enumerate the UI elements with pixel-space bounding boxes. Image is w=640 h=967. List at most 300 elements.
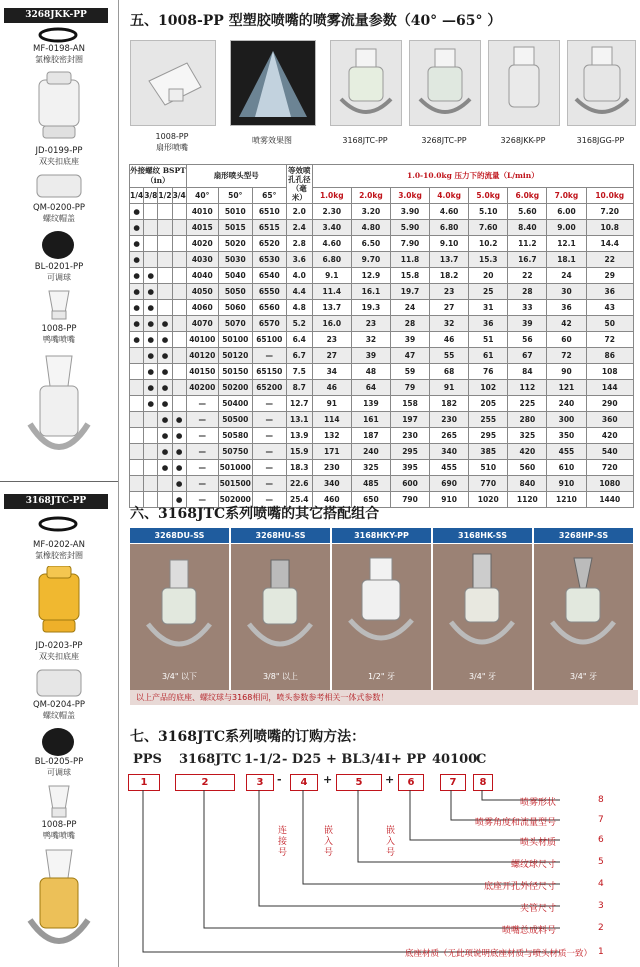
flow-cell: 240 [351,444,390,460]
flow-cell: 15.3 [469,252,508,268]
flow-cell: 540 [586,444,633,460]
flow-cell: 4.60 [312,236,351,252]
fan-model-cell: — [186,492,218,508]
flow-cell: 23 [430,284,469,300]
fan-model-cell: — [252,412,286,428]
fan-model-cell: 6540 [252,268,286,284]
flow-cell: 420 [586,428,633,444]
bspt-mark: ● [130,284,144,300]
flow-cell: 43 [586,300,633,316]
order-box: 5 [336,774,382,791]
flow-cell: 64 [351,380,390,396]
flow-cell: 23 [351,316,390,332]
flow-cell: 350 [547,428,586,444]
part-name: 双夹扣底座 [39,157,79,166]
flow-cell: 9.1 [312,268,351,284]
bspt-mark: ● [172,476,186,492]
combo-card-title: 3168HK-SS [433,528,532,543]
photo-caption: 1008-PP 扇形喷嘴 [155,132,189,152]
pressure-header: 10.0kg [586,188,633,204]
pressure-header: 7.0kg [547,188,586,204]
flow-cell: 72 [586,332,633,348]
flow-cell: 295 [469,428,508,444]
bspt-mark: ● [158,428,172,444]
legend-number: 3 [598,901,604,911]
flow-cell: 24 [547,268,586,284]
bspt-mark: ● [144,380,158,396]
flow-cell: 18.2 [430,268,469,284]
flow-cell: 121 [547,380,586,396]
flow-cell: 225 [508,396,547,412]
flow-cell: 48 [351,364,390,380]
orifice-cell: 22.6 [286,476,312,492]
angle-header: 65° [252,188,286,204]
flow-cell: 455 [430,460,469,476]
legend-label: 喷雾形状 [519,798,556,808]
fan-model-cell: 5060 [218,300,252,316]
flow-cell: 197 [390,412,429,428]
fan-model-cell: 4060 [186,300,218,316]
bspt-mark: ● [172,460,186,476]
bspt-mark: ● [158,396,172,412]
flow-cell: 114 [312,412,351,428]
flow-cell: 39 [508,316,547,332]
flow-cell: 79 [390,380,429,396]
bspt-mark: ● [158,444,172,460]
orifice-cell: 7.5 [286,364,312,380]
part-name: 可调球 [47,768,71,777]
bspt-mark: ● [158,316,172,332]
section7-title: 七、3168JTC系列喷嘴的订购方法： [130,729,366,745]
fan-model-cell: 6510 [252,204,286,220]
fan-model-cell: 6515 [252,220,286,236]
orifice-cell: 2.4 [286,220,312,236]
fan-model-cell: 4010 [186,204,218,220]
flow-cell: 161 [351,412,390,428]
flow-cell: 187 [351,428,390,444]
combo-card-caption: 3/8" 以上 [262,672,299,681]
part-code: 1008-PP [41,820,77,830]
flow-cell: 42 [547,316,586,332]
flow-cell: 30 [547,284,586,300]
order-code-part: + BL3/4I [326,752,391,767]
legend-label: 底座开孔外径尺寸 [483,882,556,892]
fan-model-cell: 50750 [218,444,252,460]
flow-cell: 23 [312,332,351,348]
combo-card-title: 3268HP-SS [534,528,633,543]
fan-model-cell: 65200 [252,380,286,396]
bspt-mark: ● [158,364,172,380]
fan-model-cell: 5020 [218,236,252,252]
bspt-size: 1/2 [158,188,172,204]
bspt-mark: ● [130,316,144,332]
assembly-tag-bottom: 3168JTC-PP [4,494,108,509]
flow-cell: 13.7 [430,252,469,268]
flow-cell: 36 [547,300,586,316]
flow-cell: 290 [586,396,633,412]
fan-model-cell: 4050 [186,284,218,300]
part-code: BL-0201-PP [34,262,84,272]
fan-model-cell: 6550 [252,284,286,300]
flow-cell: 230 [390,428,429,444]
fan-model-cell: 65150 [252,364,286,380]
flow-cell: 84 [508,364,547,380]
fan-model-cell: — [252,444,286,460]
flow-cell: 158 [390,396,429,412]
combo-card-caption: 1/2" 牙 [367,672,396,681]
flow-cell: 27 [312,348,351,364]
bspt-mark: ● [158,332,172,348]
bspt-mark: ● [172,444,186,460]
bspt-mark: ● [144,300,158,316]
flow-cell: 230 [312,460,351,476]
bspt-mark: ● [158,348,172,364]
orifice-cell: 6.7 [286,348,312,364]
flow-cell: 1440 [586,492,633,508]
fan-model-cell: 501500 [218,476,252,492]
flow-cell: 56 [508,332,547,348]
fan-model-cell: 50100 [218,332,252,348]
flow-cell: 22 [508,268,547,284]
flow-cell: 300 [547,412,586,428]
flow-cell: 610 [547,460,586,476]
part-code: MF-0202-AN [33,540,85,550]
flow-cell: 25 [469,284,508,300]
bspt-mark: ● [130,300,144,316]
flow-cell: 36 [469,316,508,332]
order-plus: + [323,773,333,786]
flow-cell: 230 [430,412,469,428]
header-flow: 1.0-10.0kg 压力下的流量（L/min） [312,165,633,188]
flow-cell: 76 [469,364,508,380]
photo-caption: 3168JTC-PP [342,136,388,145]
flow-cell: 50 [586,316,633,332]
flow-cell: 460 [312,492,351,508]
fan-model-cell: 40100 [186,332,218,348]
legend-number: 2 [598,923,604,933]
flow-cell: 27 [430,300,469,316]
part-code: JD-0199-PP [35,146,83,156]
fan-model-cell: 5010 [218,204,252,220]
order-code-part: + PP [391,752,426,767]
flow-cell: 790 [390,492,429,508]
order-box: 7 [440,774,466,791]
flow-cell: 1080 [586,476,633,492]
flow-cell: 6.00 [547,204,586,220]
bspt-size: 3/4 [172,188,186,204]
flow-cell: 910 [547,476,586,492]
insert-label: 嵌入号 [385,826,395,858]
fan-model-cell: 6530 [252,252,286,268]
flow-cell: 205 [469,396,508,412]
flow-cell: 51 [469,332,508,348]
order-code-part: - D25 [282,752,322,767]
part-name: 螺纹帽盖 [43,711,75,720]
bspt-mark: ● [158,380,172,396]
bspt-mark: ● [144,396,158,412]
flow-cell: 420 [508,444,547,460]
fan-model-cell: 4070 [186,316,218,332]
flow-cell: 325 [351,460,390,476]
flow-cell: 60 [547,332,586,348]
part-code: JD-0203-PP [35,641,83,651]
flow-cell: 340 [430,444,469,460]
legend-label: 底座材质（无此项说明底座材质与喷头材质一致） [404,949,592,959]
flow-cell: 8.40 [508,220,547,236]
flow-cell: 690 [430,476,469,492]
flow-cell: 4.60 [430,204,469,220]
bspt-mark: ● [130,236,144,252]
part-code: QM-0200-PP [32,203,86,213]
flow-cell: 4.80 [351,220,390,236]
fan-model-cell: 65100 [252,332,286,348]
part-name: 鸭嘴喷嘴 [43,335,75,344]
order-plus: + [385,773,395,786]
bspt-mark: ● [172,428,186,444]
legend-number: 5 [598,857,604,867]
flow-cell: 171 [312,444,351,460]
flow-cell: 280 [508,412,547,428]
bspt-mark: ● [144,332,158,348]
flow-cell: 72 [547,348,586,364]
fan-model-cell: — [186,476,218,492]
flow-cell: 1120 [508,492,547,508]
flow-cell: 20 [469,268,508,284]
flow-cell: 28 [508,284,547,300]
fan-model-cell: 40200 [186,380,218,396]
order-code-part: 40100 [432,752,478,767]
combo-card-caption: 3/4" 牙 [468,672,497,681]
combo-card-title: 3168HKY-PP [332,528,431,543]
flow-cell: 47 [390,348,429,364]
fan-model-cell: 6560 [252,300,286,316]
fan-model-cell: 6570 [252,316,286,332]
bspt-mark: ● [144,364,158,380]
fan-model-cell: — [186,396,218,412]
insert-label: 嵌入号 [323,826,333,858]
part-name: 可调球 [47,273,71,282]
legend-label: 夹管尺寸 [519,904,556,914]
flow-cell: 255 [469,412,508,428]
flow-cell: 32 [351,332,390,348]
fan-model-cell: — [252,396,286,412]
orifice-cell: 13.9 [286,428,312,444]
part-code: QM-0204-PP [32,700,86,710]
fan-model-cell: — [186,444,218,460]
flow-cell: 770 [469,476,508,492]
legend-number: 1 [598,947,604,957]
flow-cell: 910 [430,492,469,508]
bspt-mark: ● [144,284,158,300]
order-dash: - [277,773,282,786]
flow-cell: 2.30 [312,204,351,220]
flow-cell: 16.7 [508,252,547,268]
fan-model-cell: — [186,460,218,476]
order-box: 6 [398,774,424,791]
flow-cell: 34 [312,364,351,380]
fan-model-cell: — [252,492,286,508]
fan-model-cell: 5050 [218,284,252,300]
flow-cell: 9.70 [351,252,390,268]
photo-caption: 喷雾效果图 [252,136,292,145]
flow-cell: 3.90 [390,204,429,220]
legend-label: 喷雾角度和流量型号 [474,818,556,828]
flow-cell: 24 [390,300,429,316]
combo-card-caption: 3/4" 牙 [569,672,598,681]
assembly-tag-top: 3268JKK-PP [4,8,108,23]
part-name: 氯橡胶密封圈 [35,551,83,560]
orifice-cell: 13.1 [286,412,312,428]
photo-caption: 3168JGG-PP [576,136,625,145]
combo-card-title: 3268HU-SS [231,528,330,543]
order-code-part: 1-1/2 [244,752,282,767]
flow-cell: 55 [430,348,469,364]
fan-model-cell: 5015 [218,220,252,236]
section6-title: 六、3168JTC系列喷嘴的其它搭配组合 [130,506,380,522]
order-code-part: C [476,752,487,767]
flow-cell: 6.50 [351,236,390,252]
flow-cell: 39 [390,332,429,348]
photo-caption: 3268JTC-PP [421,136,467,145]
orifice-cell: 4.4 [286,284,312,300]
order-box: 2 [175,774,235,791]
order-box: 1 [128,774,160,791]
fan-model-cell: 50120 [218,348,252,364]
flow-cell: 650 [351,492,390,508]
part-code: BL-0205-PP [34,757,84,767]
flow-cell: 15.8 [390,268,429,284]
flow-cell: 7.90 [390,236,429,252]
angle-header: 40° [186,188,218,204]
flow-cell: 90 [547,364,586,380]
flow-cell: 1210 [547,492,586,508]
fan-model-cell: 6520 [252,236,286,252]
flow-cell: 11.2 [508,236,547,252]
bspt-mark: ● [158,460,172,476]
legend-number: 4 [598,879,604,889]
angle-header: 50° [218,188,252,204]
orifice-cell: 2.8 [286,236,312,252]
fan-model-cell: 50580 [218,428,252,444]
flow-cell: 7.20 [586,204,633,220]
flow-cell: 7.60 [469,220,508,236]
orifice-cell: 5.2 [286,316,312,332]
bspt-size: 1/4 [130,188,144,204]
flow-cell: 61 [469,348,508,364]
flow-cell: 22 [586,252,633,268]
orifice-cell: 8.7 [286,380,312,396]
flow-cell: 3.20 [351,204,390,220]
flow-cell: 11.8 [390,252,429,268]
orifice-cell: 4.8 [286,300,312,316]
flow-cell: 12.1 [547,236,586,252]
bspt-mark: ● [130,204,144,220]
flow-cell: 68 [430,364,469,380]
flow-cell: 144 [586,380,633,396]
bspt-mark: ● [130,332,144,348]
flow-cell: 720 [586,460,633,476]
fan-model-cell: 50200 [218,380,252,396]
flow-cell: 36 [586,284,633,300]
flow-cell: 13.7 [312,300,351,316]
flow-cell: 3.40 [312,220,351,236]
orifice-cell: 15.9 [286,444,312,460]
fan-model-cell: 5030 [218,252,252,268]
header-bspt: 外接螺纹 BSPT（in） [130,165,187,188]
flow-cell: 108 [586,364,633,380]
fan-model-cell: 4015 [186,220,218,236]
part-code: 1008-PP [41,324,77,334]
order-box: 8 [473,774,493,791]
flow-cell: 6.80 [430,220,469,236]
orifice-cell: 3.6 [286,252,312,268]
pressure-header: 4.0kg [430,188,469,204]
flow-cell: 10.2 [469,236,508,252]
fan-model-cell: 50150 [218,364,252,380]
pressure-header: 1.0kg [312,188,351,204]
order-code-part: 3168JTC [179,752,242,767]
fan-model-cell: — [252,428,286,444]
flow-cell: 28 [390,316,429,332]
bspt-mark: ● [130,268,144,284]
flow-cell: 560 [508,460,547,476]
pressure-header: 2.0kg [351,188,390,204]
fan-model-cell: 5040 [218,268,252,284]
bspt-mark: ● [130,220,144,236]
flow-cell: 9.00 [547,220,586,236]
fan-model-cell: 50500 [218,412,252,428]
flow-cell: 46 [312,380,351,396]
flow-cell: 14.4 [586,236,633,252]
flow-cell: 9.10 [430,236,469,252]
bspt-mark: ● [172,412,186,428]
flow-cell: 19.7 [390,284,429,300]
flow-cell: 840 [508,476,547,492]
orifice-cell: 6.4 [286,332,312,348]
legend-number: 8 [598,795,604,805]
flow-cell: 340 [312,476,351,492]
bspt-mark: ● [144,316,158,332]
header-fan-model: 扇形喷头型号 [186,165,286,188]
part-name: 氯橡胶密封圈 [35,55,83,64]
orifice-cell: 18.3 [286,460,312,476]
fan-model-cell: 4040 [186,268,218,284]
flow-cell: 182 [430,396,469,412]
flow-cell: 1020 [469,492,508,508]
pressure-header: 5.0kg [469,188,508,204]
fan-model-cell: 40120 [186,348,218,364]
photo-caption: 3268JKK-PP [500,136,546,145]
flow-cell: 46 [430,332,469,348]
flow-cell: 485 [351,476,390,492]
flow-cell: 5.90 [390,220,429,236]
flow-cell: 5.10 [469,204,508,220]
legend-number: 6 [598,835,604,845]
bspt-mark: ● [172,492,186,508]
flow-cell: 395 [390,460,429,476]
part-name: 鸭嘴喷嘴 [43,831,75,840]
flow-cell: 10.8 [586,220,633,236]
flow-cell: 86 [586,348,633,364]
flow-cell: 510 [469,460,508,476]
bspt-size: 3/8 [144,188,158,204]
flow-cell: 39 [351,348,390,364]
flow-cell: 295 [390,444,429,460]
connector-label: 连接号 [277,826,287,858]
flow-cell: 265 [430,428,469,444]
flow-cell: 33 [508,300,547,316]
flow-cell: 91 [430,380,469,396]
